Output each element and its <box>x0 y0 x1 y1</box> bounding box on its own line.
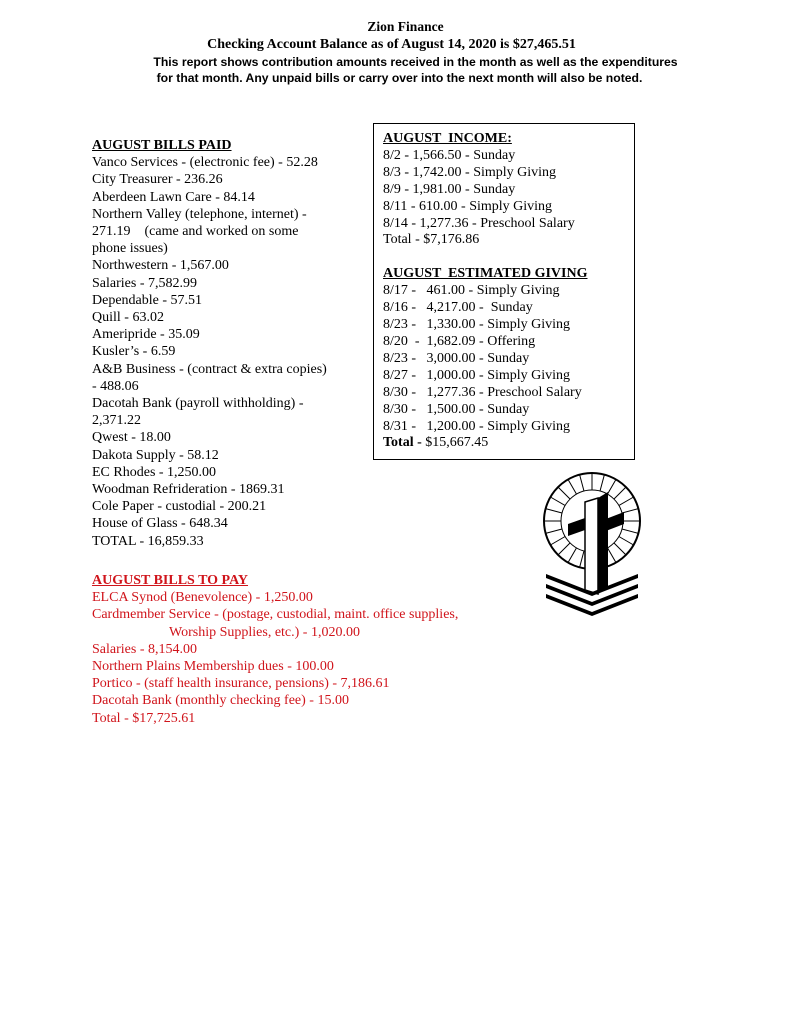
cross-sunburst-logo-icon <box>538 470 646 618</box>
income-box <box>373 123 635 460</box>
report-note <box>0 54 791 86</box>
bills-paid-line: Dependable - 57.51 <box>92 292 203 308</box>
income-line: 8/11 - 610.00 - Simply Giving <box>383 198 553 214</box>
estimated-giving-heading: AUGUST ESTIMATED GIVING <box>383 266 588 282</box>
estimated-giving-line: 8/27 - 1,000.00 - Simply Giving <box>383 367 571 383</box>
estimated-giving-line: 8/30 - 1,277.36 - Preschool Salary <box>383 384 582 400</box>
section-spacer <box>383 249 634 266</box>
bills-paid-line: City Treasurer - 236.26 <box>92 172 223 188</box>
bills-paid-line: phone issues) <box>92 241 168 257</box>
income-line: 8/2 - 1,566.50 - Sunday <box>383 147 516 163</box>
bills-paid-line: A&B Business - (contract & extra copies) <box>92 361 327 377</box>
estimated-giving-line: 8/23 - 1,330.00 - Simply Giving <box>383 317 571 333</box>
income-line: 8/14 - 1,277.36 - Preschool Salary <box>383 215 575 231</box>
bills-paid-line: Quill - 63.02 <box>92 310 164 326</box>
income-heading: AUGUST INCOME: <box>383 131 512 146</box>
income-line: 8/3 - 1,742.00 - Simply Giving <box>383 164 557 180</box>
bills-paid-line: Northern Valley (telephone, internet) - <box>92 206 307 222</box>
bills-to-pay-line: Dacotah Bank (monthly checking fee) - 15.00 <box>92 693 349 709</box>
bills-paid-line: Salaries - 7,582.99 <box>92 275 197 291</box>
estimated-giving-line: 8/30 - 1,500.00 - Sunday <box>383 401 530 417</box>
estimated-giving-line: 8/31 - 1,200.00 - Simply Giving <box>383 418 571 434</box>
bills-paid-line: Cole Paper - custodial - 200.21 <box>92 499 267 515</box>
page-title: Zion Finance <box>367 19 444 34</box>
bills-to-pay-line: ELCA Synod (Benevolence) - 1,250.00 <box>92 590 313 606</box>
estimated-giving-total-label: Total - <box>383 435 422 451</box>
bills-to-pay-line: Cardmember Service - (postage, custodial, maint. office supplies, <box>92 607 459 623</box>
income-total: Total - $7,176.86 <box>383 232 480 248</box>
bills-paid-total: TOTAL - 16,859.33 <box>92 533 204 549</box>
estimated-giving-line: 8/17 - 461.00 - Simply Giving <box>383 283 560 299</box>
report-note-line-2: for that month. Any unpaid bills or carry over into the next month will also be noted. <box>156 71 643 85</box>
bills-to-pay-line: Portico - (staff health insurance, pensions) - 7,186.61 <box>92 676 390 692</box>
bills-paid-line: Kusler’s - 6.59 <box>92 344 176 360</box>
bills-paid-line: Vanco Services - (electronic fee) - 52.28 <box>92 155 318 171</box>
estimated-giving-line: 8/20 - 1,682.09 - Offering <box>383 333 536 349</box>
bills-paid-line: Aberdeen Lawn Care - 84.14 <box>92 189 255 205</box>
bills-to-pay-total: Total - $17,725.61 <box>92 710 196 726</box>
bills-to-pay-line: Salaries - 8,154.00 <box>92 641 197 657</box>
estimated-giving-line: 8/16 - 4,217.00 - Sunday <box>383 300 533 316</box>
bills-paid-line: Northwestern - 1,567.00 <box>92 258 229 274</box>
bills-to-pay-line: Worship Supplies, etc.) - 1,020.00 <box>169 624 360 640</box>
bills-paid-line: 271.19 (came and worked on some <box>92 224 299 240</box>
estimated-giving-total <box>383 435 634 452</box>
bills-paid-line: Dakota Supply - 58.12 <box>92 447 219 463</box>
bills-paid-line: Ameripride - 35.09 <box>92 327 200 343</box>
bills-paid-line: 2,371.22 <box>92 413 141 429</box>
bills-to-pay-section <box>92 572 522 727</box>
balance-statement: Checking Account Balance as of August 14, 2020 is $27,465.51 <box>207 37 576 52</box>
report-note-line-1: This report shows contribution amounts received in the month as well as the expenditures <box>153 55 678 69</box>
bills-to-pay-heading: AUGUST BILLS TO PAY <box>92 573 249 588</box>
bills-to-pay-line: Northern Plains Membership dues - 100.00 <box>92 659 334 675</box>
bills-paid-line: - 488.06 <box>92 378 139 394</box>
bills-paid-line: Qwest - 18.00 <box>92 430 171 446</box>
bills-paid-line: EC Rhodes - 1,250.00 <box>92 464 217 480</box>
bills-paid-line: House of Glass - 648.34 <box>92 516 228 532</box>
estimated-giving-line: 8/23 - 3,000.00 - Sunday <box>383 350 530 366</box>
income-line: 8/9 - 1,981.00 - Sunday <box>383 181 516 197</box>
bills-paid-line: Dacotah Bank (payroll withholding) - <box>92 396 304 412</box>
bills-paid-heading: AUGUST BILLS PAID <box>92 138 232 153</box>
bills-paid-line: Woodman Refrideration - 1869.31 <box>92 482 285 498</box>
bills-paid-section <box>92 137 382 550</box>
estimated-giving-total-value: $15,667.45 <box>421 435 489 451</box>
page-header <box>0 18 791 86</box>
